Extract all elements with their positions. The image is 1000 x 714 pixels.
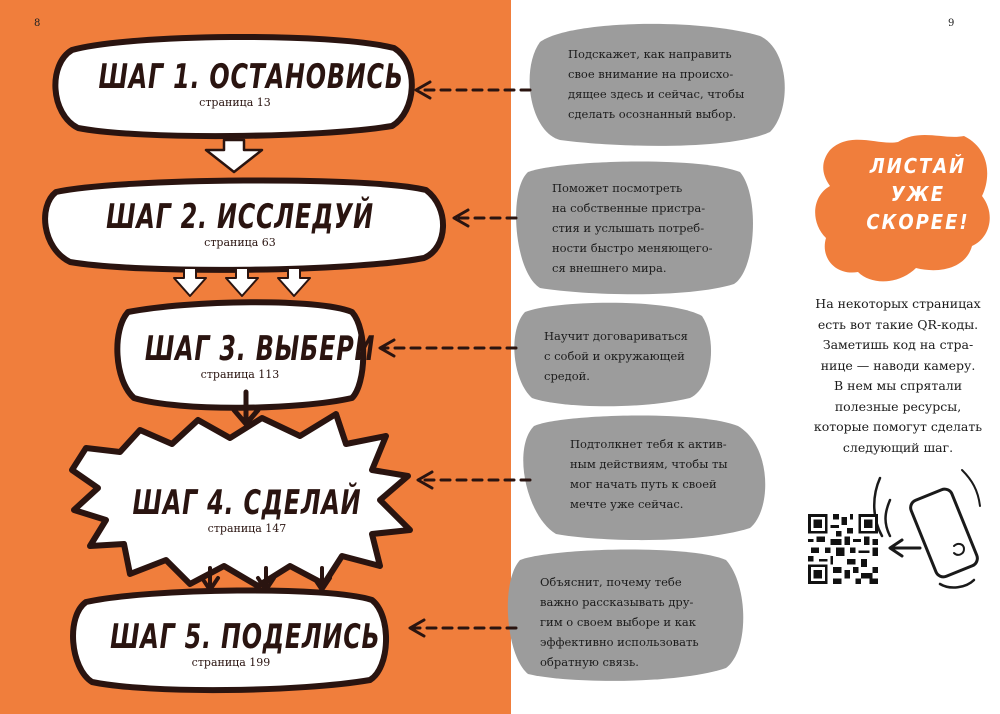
step-4-page: страница 147 (207, 522, 287, 535)
step-4[interactable] (92, 484, 402, 535)
outline-arrows-row (174, 268, 310, 296)
connector-arrowheads (380, 82, 468, 636)
step-3-page: страница 113 (200, 368, 280, 381)
phone-doodle-icon (874, 470, 980, 587)
step-4-title: ШАГ 4. СДЕЛАЙ (132, 483, 362, 523)
qr-code-icon[interactable] (808, 514, 878, 584)
page-number-left: 8 (34, 18, 41, 29)
note-4: Подтолкнет тебя к актив- ным действиям, чтобы ты мог начать путь к своей мечте уже сейчас. (570, 437, 728, 511)
step-5[interactable] (76, 618, 386, 669)
step-1[interactable] (60, 58, 410, 109)
note-3: Научит договариваться с собой и окружающей средой. (544, 329, 688, 383)
dashed-connectors (382, 90, 530, 628)
step-3-title: ШАГ 3. ВЫБЕРИ (144, 329, 376, 369)
note-1: Подскажет, как направить свое внимание на происхо- дящее здесь и сейчас, чтобы сделать осознанный выбор. (568, 47, 745, 121)
outline-down-arrow (206, 140, 262, 172)
step-2-title: ШАГ 2. ИССЛЕДУЙ (106, 197, 374, 237)
step-1-page: страница 13 (199, 96, 271, 109)
step-5-page: страница 199 (191, 656, 271, 669)
qr-promo-text: На некоторых страницах есть вот такие QR-коды. Заметишь код на стра- нице — наводи камеру. В нем мы спрятали полезные ресурсы, которые помогут сделать следующий шаг. (813, 296, 983, 455)
page-number-right: 9 (948, 18, 955, 29)
step-2-page: страница 63 (204, 236, 276, 249)
note-2: Поможет посмотреть на собственные пристра- стия и услышать потреб- ности быстро меняющего- ся внешнего мира. (552, 181, 713, 275)
step-1-title: ШАГ 1. ОСТАНОВИСЬ (98, 57, 404, 97)
step-2[interactable] (50, 198, 430, 249)
step-3[interactable] (118, 329, 376, 381)
step-5-title: ШАГ 5. ПОДЕЛИСЬ (110, 617, 381, 657)
note-5: Объяснит, почему тебе важно рассказывать дру- гим о своем выборе и как эффективно использовать обратную связь. (540, 575, 699, 669)
splat-caption: ЛИСТАЙ УЖЕ СКОРЕЕ! (866, 154, 970, 234)
